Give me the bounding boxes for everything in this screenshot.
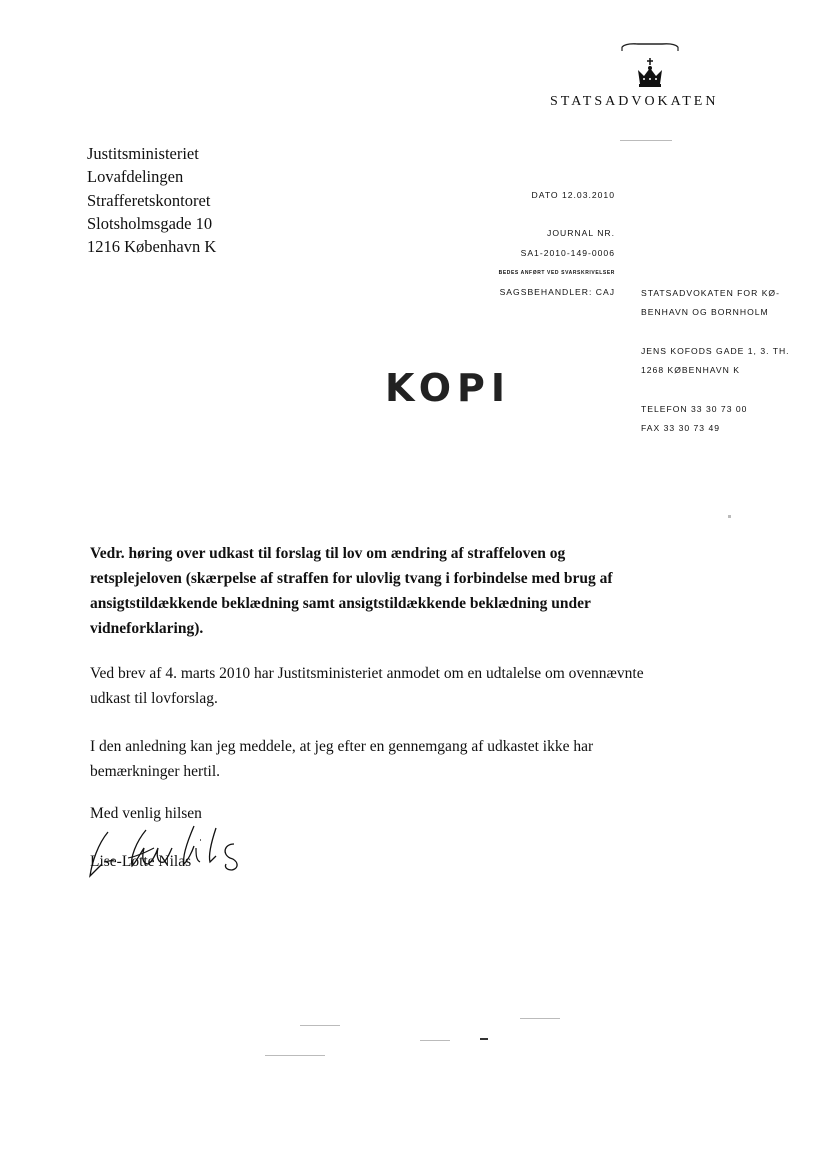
scan-speck xyxy=(300,1025,340,1026)
office-phone: TELEFON 33 30 73 00 xyxy=(641,404,748,414)
body-paragraph: I den anledning kan jeg meddele, at jeg efter en gennemgang af udkastet ikke har bemærkninger hertil. xyxy=(90,738,594,780)
office-fax: FAX 33 30 73 49 xyxy=(641,423,721,433)
reply-reference-note: BEDES ANFØRT VED SVARSKRIVELSER xyxy=(498,270,615,276)
recipient-address xyxy=(87,142,216,258)
scan-speck xyxy=(620,140,672,141)
scan-speck xyxy=(265,1055,325,1056)
recipient-line: Justitsministeriet xyxy=(87,144,199,163)
journal-number: SA1-2010-149-0006 xyxy=(520,248,615,258)
closing-greeting: Med venlig hilsen xyxy=(90,805,202,822)
recipient-line: Slotsholmsgade 10 xyxy=(87,213,213,233)
office-address-line: 1268 KØBENHAVN K xyxy=(641,365,740,375)
scan-speck xyxy=(480,1038,488,1040)
letter-subject: Vedr. høring over udkast til forslag til lov om ændring af straffeloven og retsplejeloven (skærpelse af straffen for ulovlig tvang i forbindelse med brug af ansigtstildækkende beklædning samt ansigtstildækkende beklædning under vidneforklaring). xyxy=(90,545,613,637)
scan-speck xyxy=(520,1018,560,1019)
recipient-line: Strafferetskontoret xyxy=(87,190,211,210)
handwritten-signature xyxy=(84,818,264,888)
recipient-line: Lovafdelingen xyxy=(87,167,184,187)
recipient-line: 1216 København K xyxy=(87,237,217,257)
signer-name: Lise-Lotte Nilas xyxy=(90,853,192,870)
case-handler: SAGSBEHANDLER: CAJ xyxy=(499,287,615,297)
copy-stamp: KOPI xyxy=(385,366,512,410)
office-name-line: BENHAVN OG BORNHOLM xyxy=(641,307,769,317)
body-paragraph: Ved brev af 4. marts 2010 har Justitsministeriet anmodet om en udtalelse om ovennævnte udkast til lovforslag. xyxy=(90,665,644,707)
scan-speck xyxy=(420,1040,450,1041)
letter-date: DATO 12.03.2010 xyxy=(531,190,615,200)
organization-name: STATSADVOKATEN xyxy=(550,94,719,109)
office-address-line: JENS KOFODS GADE 1, 3. TH. xyxy=(641,346,790,356)
danish-crown-crest-icon xyxy=(618,40,682,90)
office-name-line: STATSADVOKATEN FOR KØ- xyxy=(641,288,780,298)
scan-speck xyxy=(728,515,731,518)
journal-label: JOURNAL NR. xyxy=(547,228,615,238)
